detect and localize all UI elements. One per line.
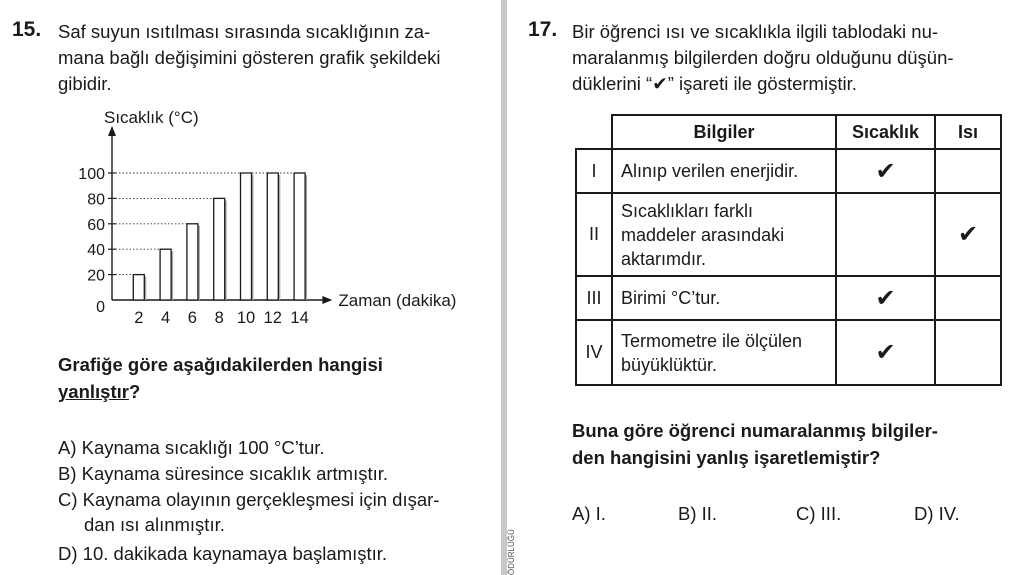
option-text-continued: dan ısı alınmıştır.: [84, 514, 225, 535]
row-sicaklik-cell: [836, 193, 935, 276]
q15-stem-line-2: mana bağlı değişimini gösteren grafik şekildeki: [58, 47, 441, 68]
y-axis-label: Sıcaklık (°C): [104, 108, 199, 127]
option-letter: C): [58, 489, 78, 510]
y-tick-label: 0: [96, 299, 105, 316]
temperature-bar-chart: [60, 104, 490, 336]
check-icon: ✔: [935, 193, 1001, 276]
row-text: Termometre ile ölçülen büyüklüktür.: [612, 320, 836, 385]
y-tick-label: 60: [87, 216, 105, 234]
q17-number: 17.: [528, 18, 558, 41]
row-number: III: [576, 276, 612, 320]
q17-stem-line-2: maralanmış bilgilerden doğru olduğunu düşün-: [572, 47, 954, 68]
row-number: IV: [576, 320, 612, 385]
x-tick-label: 10: [236, 309, 256, 327]
y-tick-label: 80: [87, 191, 105, 209]
q17-option-a[interactable]: A) I.: [572, 503, 606, 524]
row-isi-cell: [935, 320, 1001, 385]
x-tick-label: 6: [187, 309, 197, 327]
q15-stem: [58, 19, 441, 97]
header-bilgiler: Bilgiler: [612, 115, 836, 149]
x-tick-label: 14: [290, 309, 309, 327]
row-text: Alınıp verilen enerjidir.: [612, 149, 836, 193]
page-watermark: ÖDÜRLÜĞÜ: [507, 529, 516, 575]
q15-option-d[interactable]: [58, 543, 387, 565]
option-text: Kaynama sıcaklığı 100 °C’tur.: [81, 437, 325, 458]
q15-stem-line-1: Saf suyun ısıtılması sırasında sıcaklığının za-: [58, 21, 431, 42]
header-isi: Isı: [935, 115, 1001, 149]
row-isi-cell: [935, 276, 1001, 320]
option-text: Kaynama olayının gerçekleşmesi için dışar-: [82, 489, 440, 510]
x-tick-label: 2: [134, 309, 144, 327]
table-header-row: [576, 115, 1001, 149]
row-text: Sıcaklıkları farklı maddeler arasındaki aktarımdır.: [612, 193, 836, 276]
table-row: [576, 276, 1001, 320]
x-axis-arrow-icon: [322, 296, 332, 304]
q15-option-b[interactable]: [58, 463, 388, 485]
row-isi-cell: [935, 149, 1001, 193]
option-text: 10. dakikada kaynamaya başlamıştır.: [82, 543, 388, 564]
q15-number: 15.: [12, 18, 42, 41]
y-tick-label: 40: [87, 242, 105, 260]
q17-stem-line-1: Bir öğrenci ısı ve sıcaklıkla ilgili tablodaki nu-: [572, 21, 939, 42]
q17-option-d[interactable]: D) IV.: [914, 503, 960, 524]
q15-question-end: ?: [128, 381, 141, 402]
check-icon: ✔: [836, 149, 935, 193]
y-tick-label: 100: [78, 166, 105, 183]
bar: [187, 224, 198, 300]
y-tick-label: 20: [87, 267, 105, 285]
bar: [133, 275, 144, 300]
q17-question-line-2: den hangisini yanlış işaretlemiştir?: [572, 447, 881, 468]
q17-stem-line-3: düklerini “✔” işareti ile göstermiştir.: [572, 73, 857, 94]
bar: [160, 249, 171, 300]
q15-question: [58, 351, 383, 405]
q17-question-line-1: Buna göre öğrenci numaralanmış bilgiler-: [572, 420, 938, 441]
x-axis-label: Zaman (dakika): [338, 291, 457, 310]
q17-option-c[interactable]: C) III.: [796, 503, 842, 524]
q17-stem: [572, 19, 954, 97]
option-letter: A): [58, 437, 77, 458]
bar: [294, 173, 305, 300]
option-letter: B): [58, 463, 77, 484]
q15-question-underlined: yanlıştır: [58, 381, 129, 402]
option-letter: D): [58, 543, 78, 564]
row-text: Birimi °C’tur.: [612, 276, 836, 320]
y-axis-arrow-icon: [108, 126, 116, 136]
x-tick-label: 4: [161, 309, 171, 327]
check-icon: ✔: [836, 320, 935, 385]
q15-question-line-1: Grafiğe göre aşağıdakilerden hangisi: [58, 354, 383, 375]
table-row: [576, 320, 1001, 385]
bar: [214, 198, 225, 300]
table-row: [576, 193, 1001, 276]
header-sicaklik: Sıcaklık: [836, 115, 935, 149]
info-table: [575, 114, 1002, 386]
option-text: Kaynama süresince sıcaklık artmıştır.: [81, 463, 389, 484]
bar: [267, 173, 278, 300]
q15-stem-line-3: gibidir.: [58, 73, 112, 94]
check-icon: ✔: [836, 276, 935, 320]
x-tick-label: 8: [214, 309, 224, 327]
x-tick-label: 12: [263, 309, 282, 327]
bar: [241, 173, 252, 300]
q15-option-c[interactable]: [58, 489, 439, 536]
column-divider: [501, 0, 507, 575]
q15-option-a[interactable]: [58, 437, 325, 459]
q17-option-b[interactable]: B) II.: [678, 503, 718, 524]
row-number: II: [576, 193, 612, 276]
q17-question: [572, 417, 938, 471]
table-row: [576, 149, 1001, 193]
table-corner: [576, 115, 612, 149]
row-number: I: [576, 149, 612, 193]
